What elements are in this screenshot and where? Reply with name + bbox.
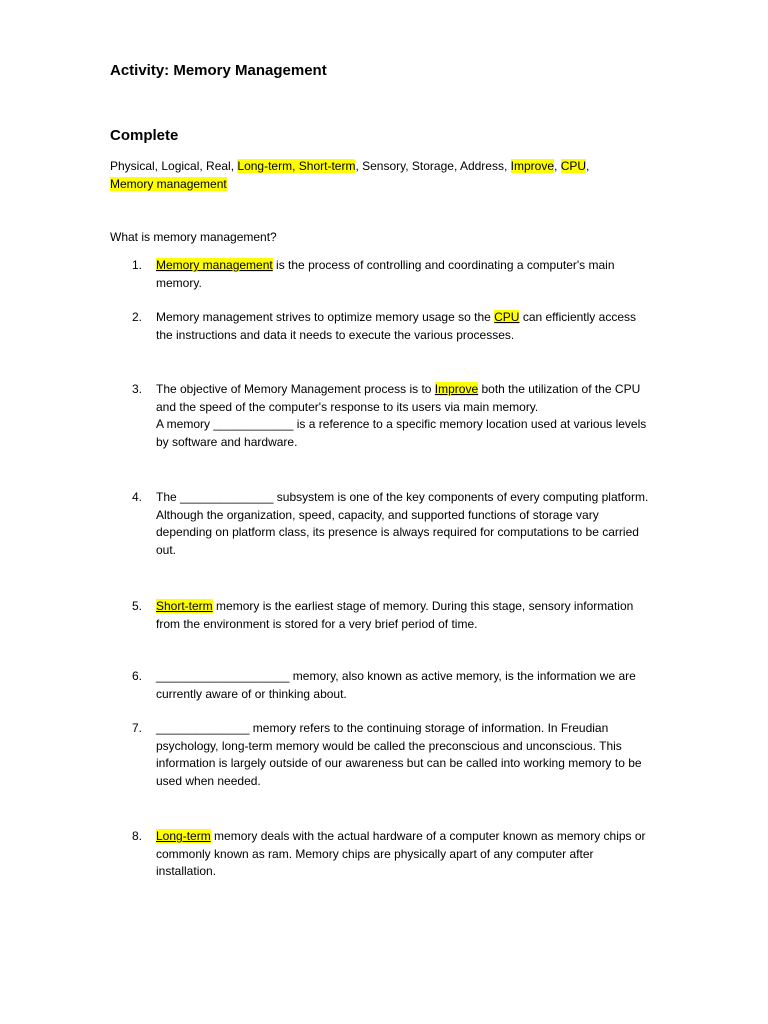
word-bank-text: , Sensory, Storage, Address, — [355, 159, 511, 173]
item-text: is the process of controlling and coordinating a computer's main memory. — [156, 258, 615, 290]
item-text: ____________________ memory, also known as active memory, is the information we are currently aware of or thinking about. — [156, 669, 636, 701]
word-bank-text: Physical, Logical, Real, — [110, 159, 238, 173]
list-item — [132, 489, 652, 559]
page-title: Activity: Memory Management — [110, 62, 327, 79]
item-number: 4. — [132, 490, 143, 504]
item-number: 3. — [132, 382, 143, 396]
word-bank-highlight: Long-term, Short-term — [237, 159, 356, 173]
item-text: both the utilization of the CPU and the speed of the computer's response to its users via main memory. — [156, 382, 641, 414]
word-bank-highlight: Improve — [510, 159, 555, 173]
answer-highlight: CPU — [494, 310, 520, 324]
item-number: 1. — [132, 258, 143, 272]
list-item — [132, 381, 652, 451]
list-item — [132, 309, 652, 344]
list-item — [132, 257, 652, 292]
list-item — [132, 598, 652, 633]
item-text: memory deals with the actual hardware of a computer known as memory chips or commonly known as ram. Memory chips are physically apart of any computer after installation. — [156, 829, 646, 879]
word-bank-highlight: CPU — [560, 159, 587, 173]
item-number: 8. — [132, 829, 143, 843]
item-text: The ______________ subsystem is one of the key components of every computing platform. Although the organization, speed, capacity, and supported functions of storage vary depending on platform class, its presence is always required for computations to be carried out. — [156, 490, 649, 557]
item-text: The objective of Memory Management process is to — [156, 382, 435, 396]
section-title: Complete — [110, 127, 179, 144]
item-number: 6. — [132, 669, 143, 683]
answer-highlight: Short-term — [156, 599, 213, 613]
word-bank-text: , — [554, 159, 561, 173]
item-text: ______________ memory refers to the continuing storage of information. In Freudian psychology, long-term memory would be called the preconscious and unconscious. This information is largely outside of our awareness but can be called into working memory to be used when needed. — [156, 721, 642, 788]
item-number: 5. — [132, 599, 143, 613]
item-text: A memory ____________ is a reference to a specific memory location used at various levels by software and hardware. — [156, 417, 647, 449]
item-text: memory is the earliest stage of memory. During this stage, sensory information from the environment is stored for a very brief period of time. — [156, 599, 634, 631]
item-text: can efficiently access the instructions and data it needs to execute the various processes. — [156, 310, 636, 342]
answer-highlight: Improve — [434, 382, 479, 396]
word-bank — [110, 157, 650, 193]
item-number: 7. — [132, 721, 143, 735]
word-bank-text: , — [586, 159, 590, 173]
list-item — [132, 668, 652, 703]
item-text: Memory management strives to optimize memory usage so the — [156, 310, 495, 324]
list-item — [132, 828, 652, 881]
question-heading: What is memory management? — [110, 230, 277, 244]
answer-highlight: Long-term — [156, 829, 211, 843]
word-bank-highlight: Memory management — [110, 177, 227, 191]
answer-highlight: Memory management — [156, 258, 273, 272]
item-number: 2. — [132, 310, 143, 324]
list-item — [132, 720, 652, 790]
